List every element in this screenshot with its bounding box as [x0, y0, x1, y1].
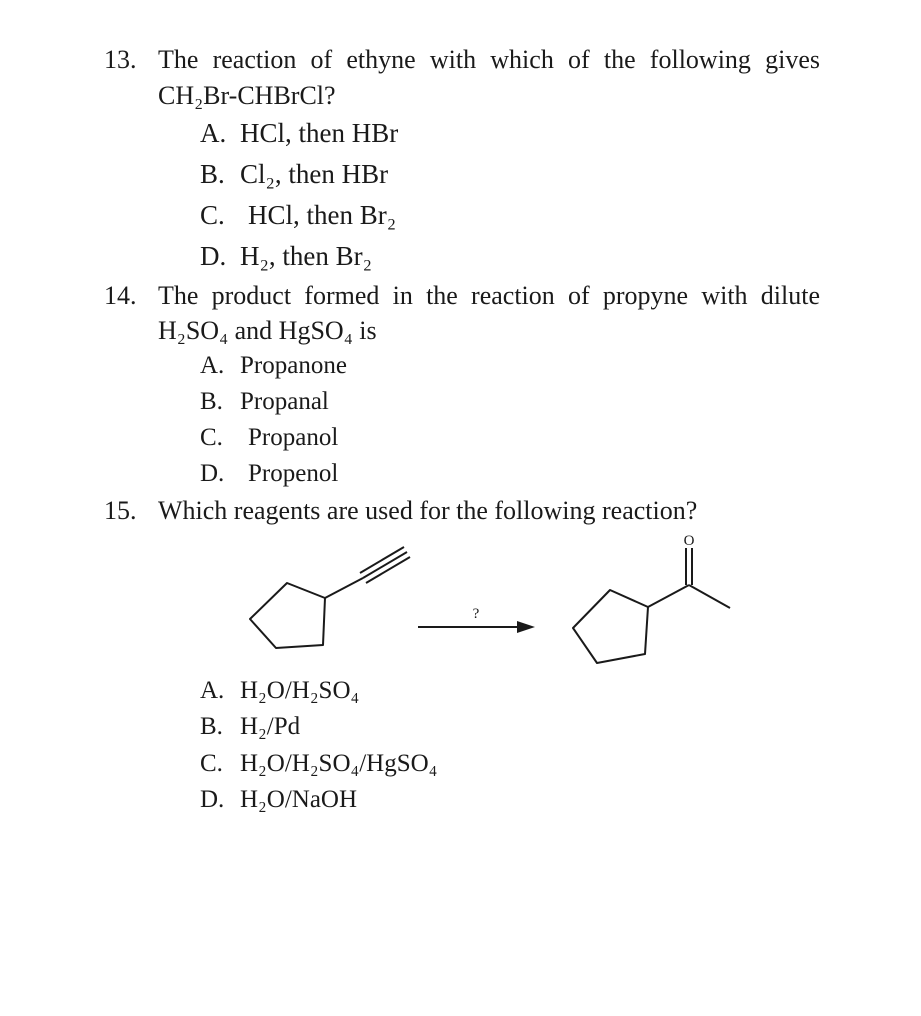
option-letter: C. [200, 200, 225, 230]
option-letter: A. [200, 677, 225, 704]
reaction-arrow-head [517, 621, 535, 633]
question-stem-line1: The product formed in the reaction of propyne with dilute [158, 281, 820, 310]
product-ch2-bond [648, 585, 689, 607]
option-letter: A. [200, 352, 225, 379]
option-letter: C. [200, 750, 223, 777]
option-letter: B. [200, 159, 225, 189]
option-text: Cl₂, then HBr [240, 159, 389, 189]
product-methyl-bond [689, 585, 730, 608]
option-text: H₂, then Br₂ [240, 241, 373, 271]
option-letter: D. [200, 460, 225, 487]
question-number: 14. [104, 281, 137, 310]
question-stem-line1: The reaction of ethyne with which of the following gives [158, 45, 820, 74]
question-number: 15. [104, 496, 137, 525]
option-letter: B. [200, 388, 223, 415]
reactant-ch2-bond [325, 578, 363, 598]
option-text: H₂O/H₂SO₄/HgSO₄ [240, 750, 438, 777]
option-text: Propanal [240, 388, 329, 415]
option-letter: D. [200, 786, 225, 813]
option-text: H₂O/NaOH [240, 786, 358, 813]
option-text: Propanone [240, 352, 347, 379]
reaction-arrow-label: ? [472, 606, 480, 622]
option-letter: A. [200, 118, 227, 148]
reactant-cyclopentane-ring [250, 583, 325, 648]
product-carbonyl-double-bond [686, 548, 692, 585]
option-letter: B. [200, 713, 223, 740]
option-letter: C. [200, 424, 223, 451]
option-text: H₂/Pd [240, 713, 301, 740]
reactant-alkyne-triple-bond [360, 547, 410, 583]
product-cyclopentane-ring [573, 590, 648, 663]
option-text: Propenol [248, 460, 339, 487]
question-stem-line2: H₂SO₄ and HgSO₄ is [158, 316, 377, 345]
question-number: 13. [104, 45, 137, 74]
option-text: HCl, then HBr [240, 118, 399, 148]
option-text: Propanol [248, 424, 339, 451]
option-text: H₂O/H₂SO₄ [240, 677, 360, 704]
product-oxygen-label: O [683, 533, 695, 549]
question-stem-line2: CH₂Br-CHBrCl? [158, 81, 336, 110]
option-text: HCl, then Br₂ [248, 200, 397, 230]
option-letter: D. [200, 241, 227, 271]
question-stem-line1: Which reagents are used for the following reaction? [158, 496, 698, 525]
